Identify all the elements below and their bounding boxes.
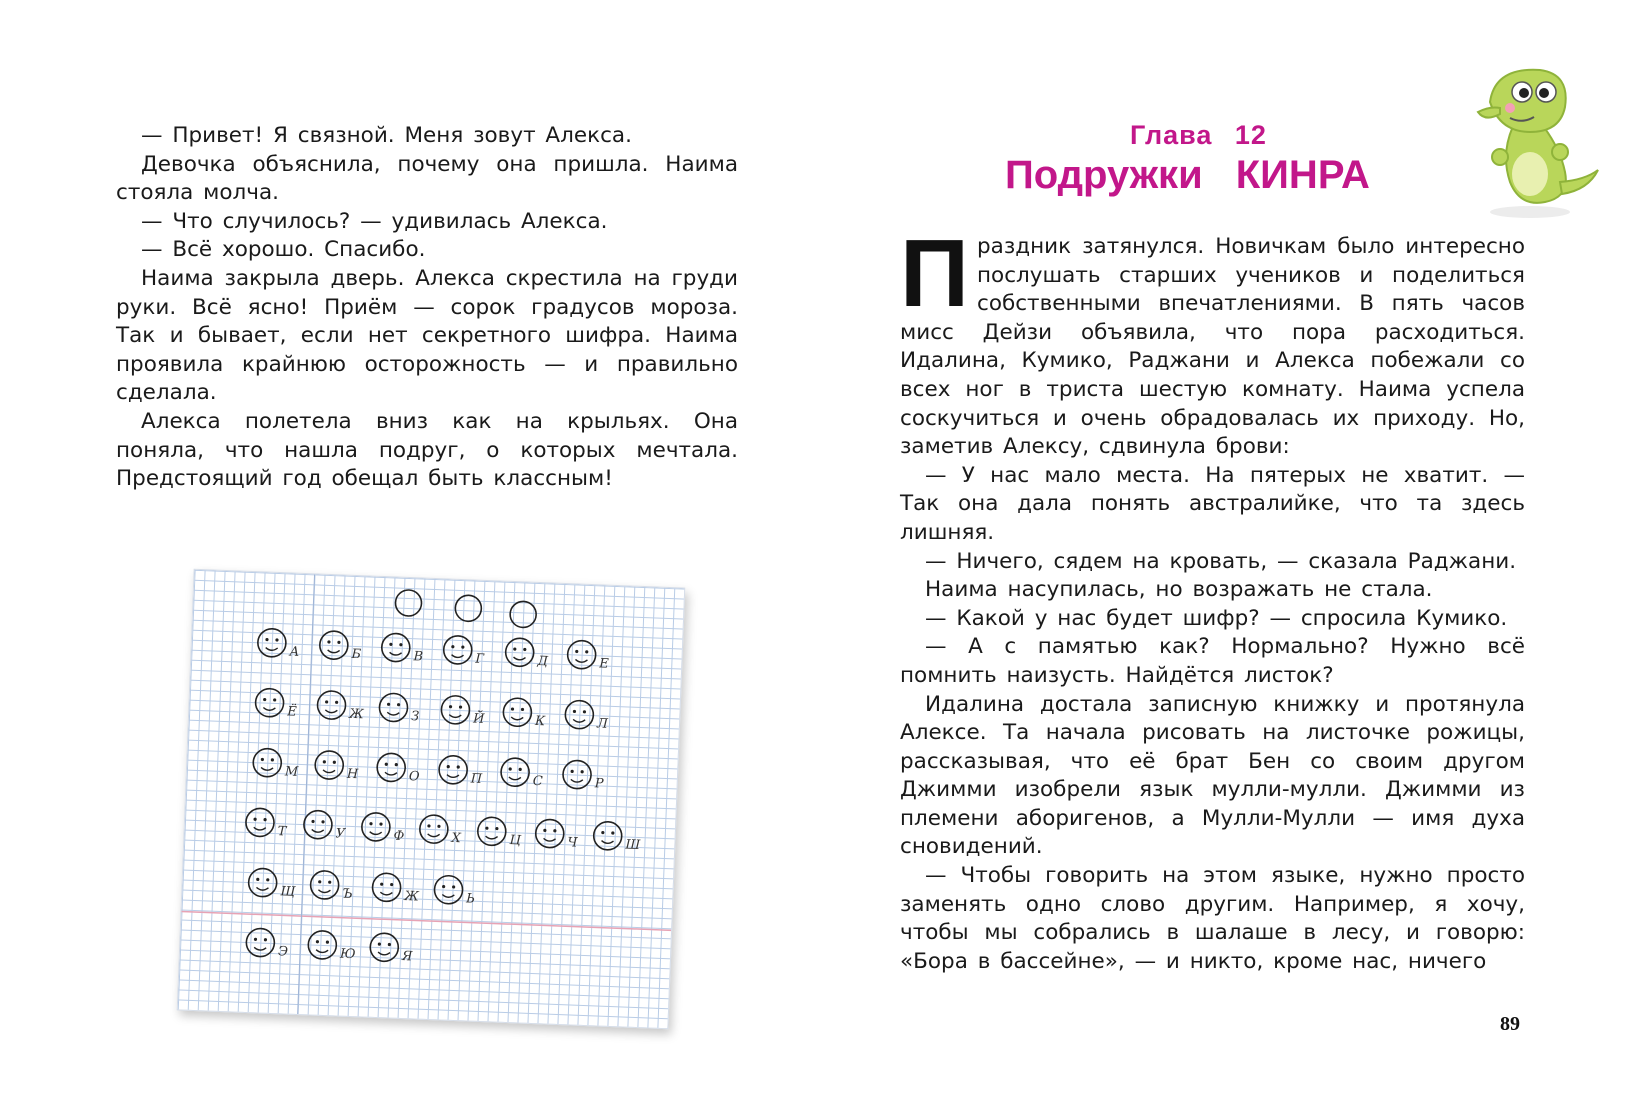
page-number: 89: [1500, 1013, 1520, 1035]
cipher-letter: Ъ: [341, 886, 353, 903]
cipher-face: [245, 808, 288, 840]
cipher-letter: Д: [537, 653, 549, 670]
paragraph: Девочка объяснила, почему она пришла. Наима стояла молча.: [116, 151, 738, 206]
cipher-letter: Ь: [465, 891, 476, 907]
cipher-letter: Ю: [339, 946, 356, 963]
cipher-letter: Щ: [280, 884, 296, 900]
cipher-letter: Ж: [348, 706, 365, 723]
paragraph: Наима насупилась, но возражать не стала.: [925, 577, 1433, 603]
cipher-face: [253, 748, 300, 780]
cipher-face: [477, 817, 522, 849]
cipher-letter: Г: [475, 651, 485, 667]
cipher-letter: Я: [401, 949, 413, 965]
cipher-face: [434, 875, 476, 907]
cipher-face: [441, 695, 486, 727]
cipher-face: [255, 688, 298, 720]
paragraph: — Какой у нас будет шифр? — спросила Кумико.: [925, 605, 1508, 631]
crocodile-mascot-illustration: [1460, 62, 1600, 222]
chapter-title: Подружки КИНРА: [1005, 153, 1370, 197]
left-page-text: [116, 122, 738, 494]
cipher-face: [319, 631, 362, 663]
cipher-letter: Р: [594, 776, 604, 792]
cipher-face: [246, 928, 289, 960]
paragraph: Наима закрыла дверь. Алекса скрестила на груди руки. Всё ясно! Приём — сорок градусов мороза. Так и бывает, если нет секретного шифра. Наима проявила крайнюю осторожность — и правильно сделала.: [116, 265, 738, 406]
cipher-face: [372, 873, 420, 905]
paragraph: — Всё хорошо. Спасибо.: [141, 237, 426, 263]
cipher-notebook-illustration: [177, 569, 686, 1030]
cipher-face: [248, 868, 297, 900]
chapter-label: Глава 12: [1130, 120, 1267, 150]
cipher-face: [562, 760, 604, 792]
cipher-face: [257, 628, 300, 660]
cipher-letter: А: [289, 644, 300, 660]
cipher-face: [419, 815, 462, 847]
cipher-letter: С: [532, 773, 543, 790]
cipher-face: [317, 691, 365, 723]
cipher-faces-drawing: [178, 570, 685, 1028]
cipher-letter: Ц: [509, 833, 522, 849]
cipher-face: [500, 758, 543, 790]
cipher-letter: В: [413, 649, 424, 665]
cipher-letter: Й: [472, 711, 485, 727]
cipher-face: [505, 638, 549, 670]
cipher-letter: Ш: [625, 837, 641, 854]
doodle-face: [510, 601, 537, 628]
cipher-letter: О: [408, 769, 420, 785]
cipher-letter: Л: [596, 716, 609, 732]
cipher-letter: Ч: [567, 835, 578, 851]
paragraph: — Ничего, сядем на кровать, — сказала Раджани.: [925, 548, 1517, 574]
paragraph-text: раздник затянулся. Новичкам было интересно послушать старших учеников и поделиться собственными впечатлениями. В пять часов мисс Дейзи объявила, что пора расходиться. Идалина, Кумико, Раджани и Алекса побежали со всех ног в триста шестую комнату. Наима успела соскучиться и очень обрадовалась их приходу. Но, заметив Алексу, сдвинула брови:: [900, 234, 1525, 460]
cipher-letter: П: [470, 771, 483, 787]
doodle-face: [395, 590, 422, 617]
paragraph: — Привет! Я связной. Меня зовут Алекса.: [141, 123, 632, 148]
cipher-letter: Н: [346, 766, 359, 783]
cipher-face: [315, 751, 360, 783]
cipher-face: [503, 698, 547, 730]
drop-cap: П: [900, 220, 969, 327]
cipher-letter: Ё: [286, 704, 298, 720]
cipher-face: [377, 753, 421, 785]
right-page: [800, 0, 1628, 1100]
paragraph: Алекса полетела вниз как на крыльях. Она поняла, что нашла подруг, о которых мечтала. Предстоящий год обещал быть классным!: [116, 408, 738, 492]
cipher-letter: Е: [599, 656, 610, 672]
paragraph: — Что случилось? — удивилась Алекса.: [141, 208, 608, 234]
cipher-face: [439, 755, 484, 787]
first-paragraph: [900, 220, 1525, 462]
cipher-letter: Х: [451, 830, 462, 847]
doodle-face: [455, 595, 482, 622]
cipher-letter: З: [410, 709, 420, 725]
paragraph: — У нас мало места. На пятерых не хватит. — Так она дала понять австралийке, что та здесь лишняя.: [900, 462, 1525, 545]
cipher-face: [310, 870, 353, 902]
cipher-letter: Ф: [393, 828, 405, 844]
cipher-letter: Т: [277, 824, 287, 840]
cipher-face: [370, 933, 414, 965]
cipher-letter: К: [534, 713, 546, 730]
cipher-face: [381, 633, 424, 665]
cipher-face: [308, 930, 357, 962]
cipher-letter: Э: [277, 944, 289, 960]
cipher-face: [443, 635, 485, 667]
right-page-text: [900, 220, 1525, 976]
cipher-face: [303, 810, 347, 842]
left-page: [0, 0, 800, 1100]
cipher-letter: Ж: [403, 889, 420, 905]
cipher-face: [565, 700, 610, 732]
cipher-face: [361, 812, 405, 844]
cipher-face: [379, 693, 420, 725]
paragraph: Идалина достала записную книжку и протянула Алексе. Та начала рисовать на листочке рожицы, рассказывая, что её брат Бен со своим другом Джимми изобрели язык мулли-мулли. Джимми из племени аборигенов, а Мулли-Мулли — имя духа сновидений.: [900, 691, 1525, 860]
cipher-letter: Б: [351, 646, 362, 663]
cipher-letter: У: [335, 826, 346, 842]
cipher-face: [593, 821, 642, 853]
paragraph: — Чтобы говорить на этом языке, нужно просто заменять одно слово другим. Например, я хочу, чтобы мы собрались в шалаше в лесу, и говорю: «Бора в бассейне», — и никто, кроме нас, ничего: [900, 863, 1525, 974]
cipher-face: [567, 640, 610, 672]
cipher-letter: М: [284, 764, 299, 780]
cipher-face: [535, 819, 579, 851]
paragraph: — А с памятью как? Нормально? Нужно всё помнить наизусть. Найдётся листок?: [900, 634, 1525, 688]
